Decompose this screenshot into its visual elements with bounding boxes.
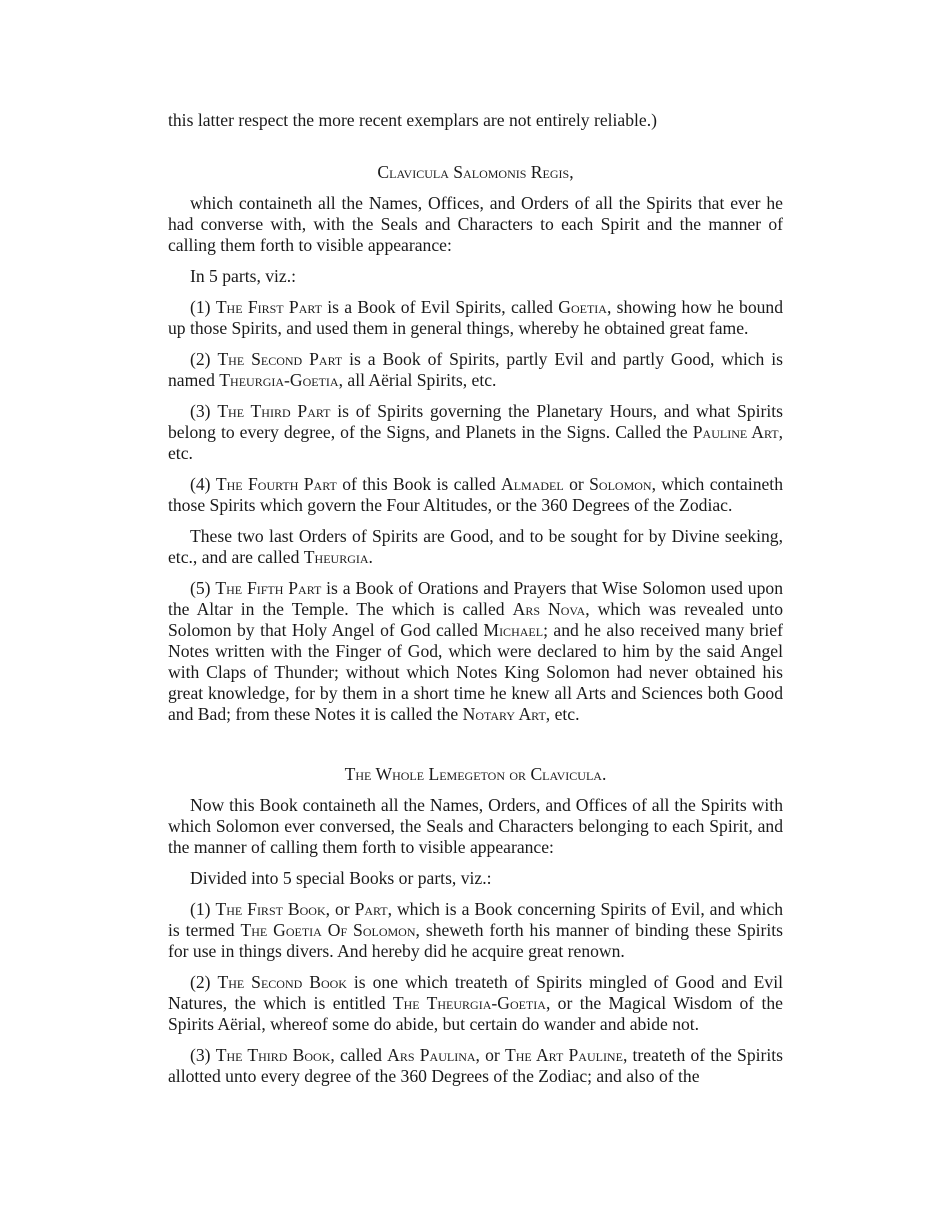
good-orders-paragraph: These two last Orders of Spirits are Good, and to be sought for by Divine seeking, etc., and are called Theurgia. — [168, 526, 783, 567]
lemegeton-intro: Now this Book containeth all the Names, Orders, and Offices of all the Spirits with which Solomon ever conversed, the Seals and Characters belonging to each Spirit, and the manner of calling them forth to visible appearance: — [168, 795, 783, 857]
part-4-paragraph: (4) The Fourth Part of this Book is called Almadel or Solomon, which containeth those Spirits which govern the Four Altitudes, or the 360 Degrees of the Zodiac. — [168, 474, 783, 515]
part-3-paragraph: (3) The Third Part is of Spirits governing the Planetary Hours, and what Spirits belong to every degree, of the Signs, and Planets in the Signs. Called the Pauline Art, etc. — [168, 401, 784, 463]
book-1-paragraph: (1) The First Book, or Part, which is a Book concerning Spirits of Evil, and which is termed The Goetia Of Solomon, sheweth forth his manner of binding these Spirits for use in things divers. And hereby did he acquire great renown. — [168, 899, 783, 961]
book-2-paragraph: (2) The Second Book is one which treateth of Spirits mingled of Good and Evil Natures, the which is entitled The Theurgia-Goetia, or the Magical Wisdom of the Spirits Aërial, whereof some do abide, but certain do wander and abide not. — [168, 972, 784, 1034]
part-5-paragraph: (5) The Fifth Part is a Book of Orations and Prayers that Wise Solomon used upon the Altar in the Temple. The which is called Ars Nova, which was revealed unto Solomon by that Holy Angel of God called Michael; and he also received many brief Notes written with the Finger of God, which were declared to him by the said Angel with Claps of Thunder; without which Notes King Solomon had never obtained his great knowledge, for by them in a short time he knew all Arts and Sciences both Good and Bad; from these Notes it is called the Notary Art, etc. — [168, 578, 783, 724]
part-1-paragraph: (1) The First Part is a Book of Evil Spirits, called Goetia, showing how he bound up those Spirits, and used them in general things, whereby he obtained great fame. — [168, 297, 784, 338]
parts-label: In 5 parts, viz.: — [190, 266, 297, 286]
divided-label: Divided into 5 special Books or parts, viz.: — [190, 868, 492, 888]
section-intro: which containeth all the Names, Offices, and Orders of all the Spirits that ever he had converse with, with the Seals and Characters to each Spirit and the manner of calling them forth to visible appearance: — [168, 193, 783, 255]
section-heading-clavicula: Clavicula Salomonis Regis, — [377, 162, 574, 182]
document-page — [168, 110, 783, 1097]
book-3-paragraph: (3) The Third Book, called Ars Paulina, or The Art Pauline, treateth of the Spirits allotted unto every degree of the 360 Degrees of the Zodiac; and also of the — [168, 1045, 783, 1086]
section-heading-lemegeton: The Whole Lemegeton or Clavicula. — [344, 764, 607, 784]
continued-fragment: this latter respect the more recent exemplars are not entirely reliable.) — [168, 110, 657, 130]
part-2-paragraph: (2) The Second Part is a Book of Spirits, partly Evil and partly Good, which is named Theurgia-Goetia, all Aërial Spirits, etc. — [168, 349, 783, 390]
